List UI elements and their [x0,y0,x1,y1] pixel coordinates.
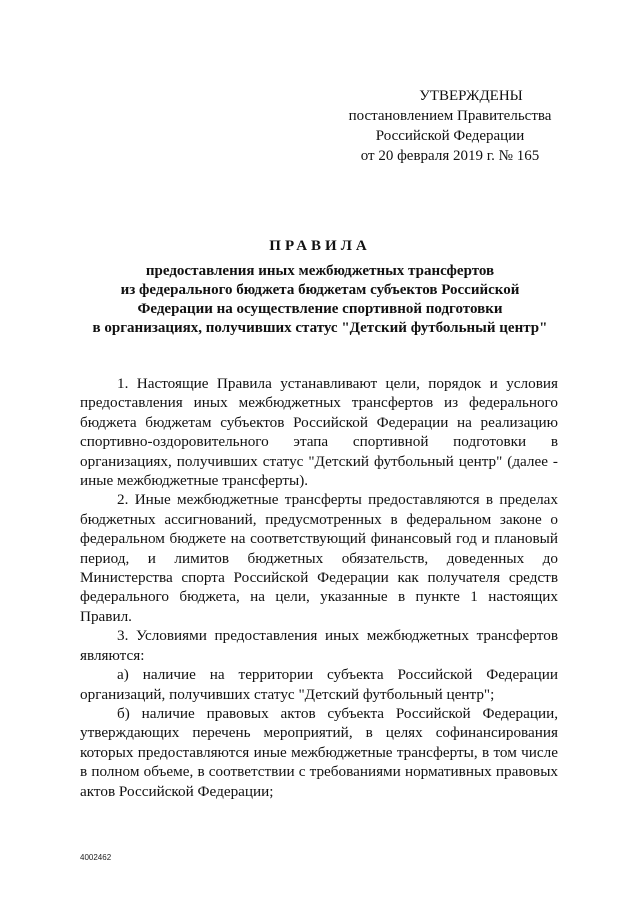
subparagraph-b: б) наличие правовых актов субъекта Российской Федерации, утверждающих перечень мероприятий, в целях софинансирования которых предоставляются иные межбюджетные трансферты, в том числе в полном объеме, в соответствии с требованиями нормативных правовых актов Российской Федерации; [80,704,558,800]
subtitle-line: Федерации на осуществление спортивной подготовки [137,301,503,317]
document-code: 4002462 [80,853,112,862]
approval-line-1: постановлением Правительства [348,108,552,124]
document-title: ПРАВИЛА [269,238,371,254]
subtitle-line: предоставления иных межбюджетных трансфертов [145,263,495,279]
subparagraph-a: а) наличие на территории субъекта Российской Федерации организаций, получивших статус "Детский футбольный центр"; [80,666,558,703]
paragraph-1: 1. Настоящие Правила устанавливают цели, порядок и условия предоставления иных межбюджетных трансфертов из федерального бюджета бюджетам субъектов Российской Федерации на реализацию спортивно-оздоровительного этапа спортивной подготовки в организациях, получивших статус "Детский футбольный центр" (далее - иные межбюджетные трансферты). [80,375,558,490]
approval-stamp: УТВЕРЖДЕНЫ [419,88,523,104]
approval-line-2: Российской Федерации [375,128,525,144]
paragraph-3: 3. Условиями предоставления иных межбюджетных трансфертов являются: [80,627,558,664]
paragraph-2: 2. Иные межбюджетные трансферты предоставляются в пределах бюджетных ассигнований, предусмотренных в федеральном законе о федеральном бюджете на соответствующий финансовый год и плановый период, и лимитов бюджетных обязательств, доведенных до Министерства спорта Российской Федерации как получателя средств федерального бюджета, на цели, указанные в пункте 1 настоящих Правил. [80,491,558,625]
subtitle-line: из федерального бюджета бюджетам субъектов Российской [120,282,520,298]
document-subtitle [80,262,560,338]
approval-block [330,86,570,166]
subtitle-line: в организациях, получивших статус "Детский футбольный центр" [92,320,548,336]
document-body [80,374,558,801]
approval-line-3: от 20 февраля 2019 г. № 165 [360,148,540,164]
